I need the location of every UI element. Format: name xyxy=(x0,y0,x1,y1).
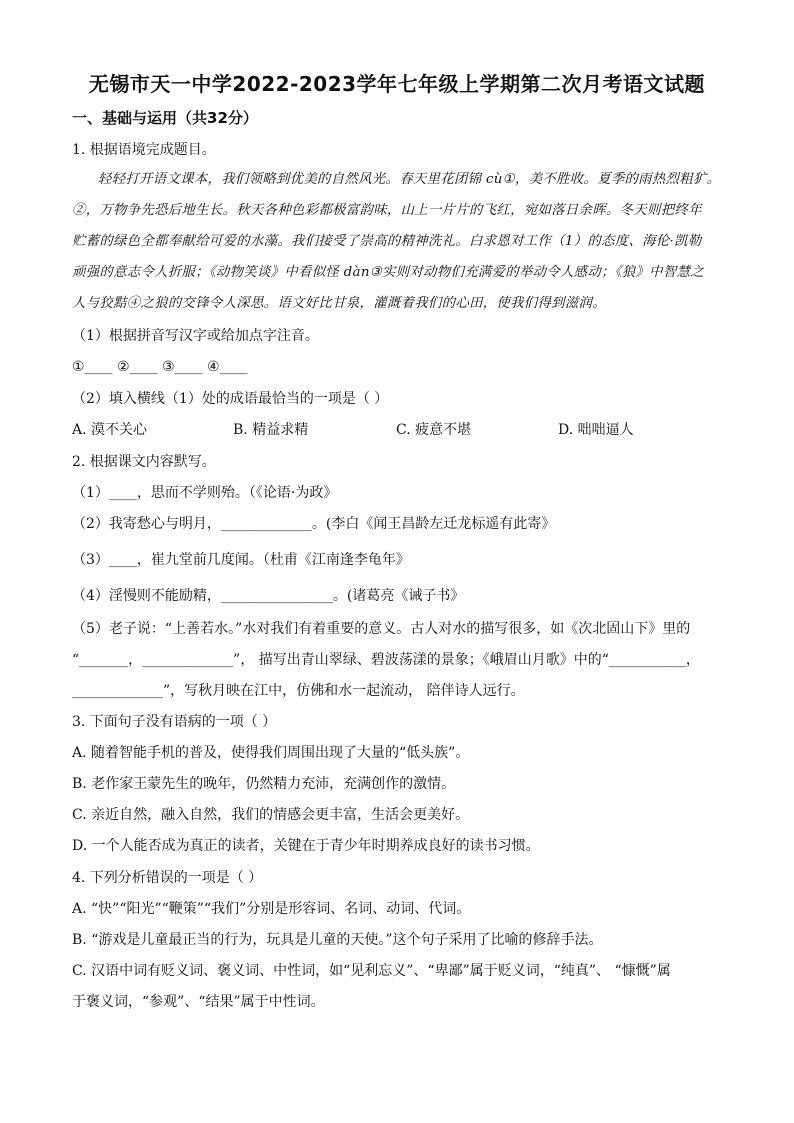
option-a: A. 漠不关心 xyxy=(72,422,148,438)
recitation-item: _____________”，写秋月映在江中，仿佛和水一起流动， 陪伴诗人远行。 xyxy=(72,683,525,699)
question-1-sub-1: （1）根据拼音写汉字或给加点字注音。 xyxy=(72,328,319,344)
passage-line: ②，万物争先恐后地生长。秋天各种色彩都极富韵味，山上一片片的飞红，宛如落日余晖。冬天则把终年 xyxy=(72,203,702,218)
option-a: A. “快”“阳光”“鞭策”“我们”分别是形容词、名词、动词、代词。 xyxy=(72,901,471,917)
question-1-stem: 1. 根据语境完成题目。 xyxy=(72,142,216,158)
option-d: D. 一个人能否成为真正的读者，关键在于青少年时期养成良好的读书习惯。 xyxy=(72,838,540,854)
passage-line: 贮蓄的绿色全都奉献给可爱的水藻。我们接受了崇高的精神洗礼。白求恩对工作（1）的态度、海伦·凯勒 xyxy=(72,234,702,249)
option-c-continued: 于褒义词，“参观”、“结果”属于中性词。 xyxy=(72,994,325,1010)
section-heading: 一、基础与运用（共32分） xyxy=(72,109,258,127)
option-d: D. 咄咄逼人 xyxy=(558,422,634,438)
passage-line: 轻轻打开语文课本，我们领略到优美的自然风光。春天里花团锦 cù①，美不胜收。夏季的雨热烈粗犷。 xyxy=(98,172,721,187)
option-c: C. 汉语中词有贬义词、褒义词、中性词，如“见利忘义”、“卑鄙”属于贬义词，“纯真”、 “慷慨”属 xyxy=(72,963,671,979)
recitation-item: （5）老子说：“上善若水。”水对我们有着重要的意义。古人对水的描写很多，如《次北固山下》里的 xyxy=(72,621,691,637)
option-b: B. 精益求精 xyxy=(233,422,309,438)
recitation-item: “_______，_____________”， 描写出青山翠绿、碧波荡漾的景象；《峨眉山月歌》中的“___________， xyxy=(72,652,700,668)
option-b: B. 老作家王蒙先生的晚年，仍然精力充沛，充满创作的激情。 xyxy=(72,776,456,792)
passage-line: 人与狡黠④之狼的交锋令人深思。语文好比甘泉，灌溉着我们的心田，使我们得到滋润。 xyxy=(72,296,606,311)
answer-blanks: ①____ ②____ ③____ ④____ xyxy=(72,359,248,375)
question-2-stem: 2. 根据课文内容默写。 xyxy=(72,454,216,470)
recitation-item: （1）____，思而不学则殆。（《论语·为政》 xyxy=(72,485,338,501)
question-4-stem: 4. 下列分析错误的一项是（ ） xyxy=(72,870,263,886)
option-b: B. “游戏是儿童最正当的行为，玩具是儿童的天使。”这个句子采用了比喻的修辞手法。 xyxy=(72,932,603,948)
recitation-item: （3）____，崔九堂前几度闻。（杜甫《江南逢李龟年》 xyxy=(72,552,410,568)
question-3-stem: 3. 下面句子没有语病的一项（ ） xyxy=(72,714,277,730)
passage-line: 顽强的意志令人折服；《动物笑谈》中看似怪 dàn③实则对动物们充满爱的举动令人感动；《狼》中智慧之 xyxy=(72,265,704,280)
option-a: A. 随着智能手机的普及，使得我们周围出现了大量的“低头族”。 xyxy=(72,745,470,761)
option-c: C. 亲近自然，融入自然，我们的情感会更丰富，生活会更美好。 xyxy=(72,807,470,823)
question-1-sub-2: （2）填入横线（1）处的成语最恰当的一项是（ ） xyxy=(72,391,389,407)
option-c: C. 疲意不堪 xyxy=(396,422,472,438)
recitation-item: （2）我寄愁心与明月，_____________。(李白《闻王昌龄左迁龙标遥有此寄》 xyxy=(72,516,556,532)
exam-title: 无锡市天一中学2022-2023学年七年级上学期第二次月考语文试题 xyxy=(88,72,706,96)
recitation-item: （4）淫慢则不能励精，________________。(诸葛亮《诫子书》 xyxy=(72,588,465,604)
